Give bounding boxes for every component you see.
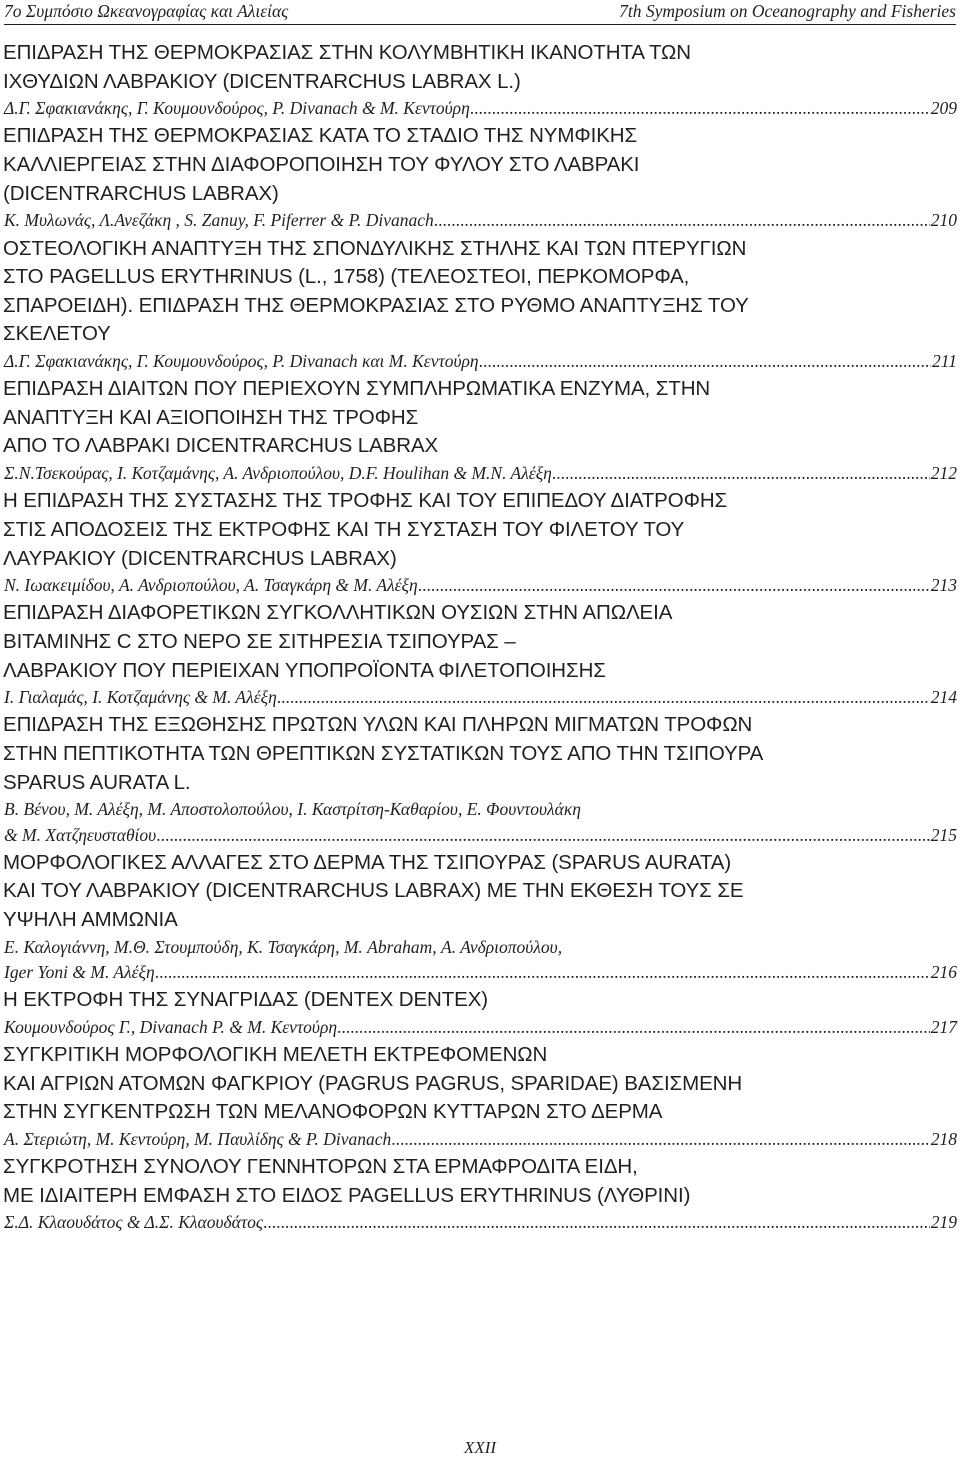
entry-title-line: ΑΠΟ ΤΟ ΛΑΒΡΑΚΙ DICENTRARCHUS LABRAX <box>3 434 439 458</box>
toc-entry <box>3 487 957 598</box>
entry-title-line: SPARUS AURATA L. <box>3 770 191 794</box>
entry-page-number: 212 <box>930 463 957 484</box>
entry-title-line: ΚΑΙ ΑΓΡΙΩΝ ΑΤΟΜΩΝ ΦΑΓΚΡΙΟΥ (PAGRUS PAGRUS, SPARIDAE) ΒΑΣΙΣΜΕΝΗ <box>3 1071 743 1095</box>
entry-title-line: ΟΣΤΕΟΛΟΓΙΚΗ ΑΝΑΠΤΥΞΗ ΤΗΣ ΣΠΟΝΔΥΛΙΚΗΣ ΣΤΗΛΗΣ ΚΑΙ ΤΩΝ ΠΤΕΡΥΓΙΩΝ <box>3 236 747 260</box>
dot-leader <box>479 349 931 374</box>
entry-title-line: ΕΠΙΔΡΑΣΗ ΔΙΑΦΟΡΕΤΙΚΩΝ ΣΥΓΚΟΛΛΗΤΙΚΩΝ ΟΥΣΙΩΝ ΣΤΗΝ ΑΠΩΛΕΙΑ <box>3 601 673 625</box>
dot-leader <box>418 573 930 598</box>
entry-authors: Σ.Δ. Κλαουδάτος & Δ.Σ. Κλαουδάτος <box>4 1212 263 1233</box>
entry-title-line: ΛΑΥΡΑΚΙΟΥ (DICENTRARCHUS LABRAX) <box>3 546 397 570</box>
entry-title-line: ΣΤΟ PAGELLUS ERYTHRINUS (L., 1758) (ΤΕΛΕΟΣΤΕΟΙ, ΠΕΡΚΟΜΟΡΦΑ, <box>3 265 690 289</box>
dot-leader <box>552 461 930 486</box>
entry-title-line: ΥΨΗΛΗ ΑΜΜΩΝΙΑ <box>3 908 178 932</box>
entry-authors: Δ.Γ. Σφακιανάκης, Γ. Κουμουνδούρος, P. Divanach και Μ. Κεντούρη <box>4 350 479 371</box>
entry-authors-line: Ε. Καλογιάννη, Μ.Θ. Στουμπούδη, Κ. Τσαγκάρη, Μ. Abraham, Α. Ανδριοπούλου, <box>4 936 563 957</box>
toc-entry <box>3 849 957 985</box>
entry-authors-row <box>3 1015 957 1040</box>
toc-entry <box>3 599 957 710</box>
entry-title-line: ΑΝΑΠΤΥΞΗ ΚΑΙ ΑΞΙΟΠΟΙΗΣΗ ΤΗΣ ΤΡΟΦΗΣ <box>3 405 419 429</box>
dot-leader <box>434 208 930 233</box>
entry-title-line: ΣΤΗΝ ΣΥΓΚΕΝΤΡΩΣΗ ΤΩΝ ΜΕΛΑΝΟΦΟΡΩΝ ΚΥΤΤΑΡΩΝ ΣΤΟ ΔΕΡΜΑ <box>3 1100 663 1124</box>
entry-title-line: (DICENTRARCHUS LABRAX) <box>3 181 279 205</box>
toc-entry <box>3 122 957 233</box>
entry-title-line: ΕΠΙΔΡΑΣΗ ΔΙΑΙΤΩΝ ΠΟΥ ΠΕΡΙΕΧΟΥΝ ΣΥΜΠΛΗΡΩΜΑΤΙΚΑ ΕΝΖΥΜΑ, ΣΤΗΝ <box>3 377 711 401</box>
entry-authors: & Μ. Χατζηευσταθίου <box>4 824 157 845</box>
entry-authors: Δ.Γ. Σφακιανάκης, Γ. Κουμουνδούρος, P. Divanach & Μ. Κεντούρη <box>4 98 470 119</box>
entry-title-line: ΚΑΙ ΤΟΥ ΛΑΒΡΑΚΙΟΥ (DICENTRARCHUS LABRAX) ΜΕ ΤΗΝ ΕΚΘΕΣΗ ΤΟΥΣ ΣΕ <box>3 879 744 903</box>
entry-page-number: 218 <box>930 1128 957 1149</box>
running-header <box>4 0 956 25</box>
entry-authors-line: Β. Βένου, Μ. Αλέξη, Μ. Αποστολοπούλου, Ι. Καστρίτση-Καθαρίου, Ε. Φουντουλάκη <box>4 799 581 820</box>
entry-page-number: 219 <box>930 1212 957 1233</box>
entry-authors: Iger Yoni & Μ. Αλέξη <box>4 961 155 982</box>
toc-entry <box>3 1153 957 1235</box>
entry-title-line: ΣΚΕΛΕΤΟΥ <box>3 322 111 346</box>
toc-entry <box>3 986 957 1040</box>
dot-leader <box>277 685 930 710</box>
dot-leader <box>156 823 930 848</box>
entry-authors-row <box>3 685 957 710</box>
entry-title-line: ΕΠΙΔΡΑΣΗ ΤΗΣ ΕΞΩΘΗΣΗΣ ΠΡΩΤΩΝ ΥΛΩΝ ΚΑΙ ΠΛΗΡΩΝ ΜΙΓΜΑΤΩΝ ΤΡΟΦΩΝ <box>3 713 753 737</box>
entry-title-line: ΕΠΙΔΡΑΣΗ ΤΗΣ ΘΕΡΜΟΚΡΑΣΙΑΣ ΣΤΗΝ ΚΟΛΥΜΒΗΤΙΚΗ ΙΚΑΝΟΤΗΤΑ ΤΩΝ <box>3 41 691 64</box>
entry-page-number: 209 <box>930 98 957 119</box>
entry-authors: Ν. Ιωακειμίδου, Α. Ανδριοπούλου, Α. Τσαγκάρη & Μ. Αλέξη <box>4 575 418 596</box>
dot-leader <box>337 1015 930 1040</box>
entry-authors-row <box>3 1127 957 1152</box>
dot-leader <box>263 1210 930 1235</box>
entry-title-line: Η ΕΚΤΡΟΦΗ ΤΗΣ ΣΥΝΑΓΡΙΔΑΣ (DENTEX DENTEX) <box>3 988 489 1012</box>
entry-title-line: ΣΤΗΝ ΠΕΠΤΙΚΟΤΗΤΑ ΤΩΝ ΘΡΕΠΤΙΚΩΝ ΣΥΣΤΑΤΙΚΩΝ ΤΟΥΣ ΑΠΟ ΤΗΝ ΤΣΙΠΟΥΡΑ <box>3 742 764 766</box>
entry-page-number: 217 <box>930 1016 957 1037</box>
entry-title-line: ΜΟΡΦΟΛΟΓΙΚΕΣ ΑΛΛΑΓΕΣ ΣΤΟ ΔΕΡΜΑ ΤΗΣ ΤΣΙΠΟΥΡΑΣ (SPARUS AURATA) <box>3 850 732 874</box>
entry-authors: Κουμουνδούρος Γ., Divanach P. & Μ. Κεντούρη <box>4 1016 338 1037</box>
entry-authors-row <box>3 96 957 121</box>
entry-authors-row <box>3 823 957 848</box>
entry-authors-row <box>3 461 957 486</box>
entry-title-line: Η ΕΠΙΔΡΑΣΗ ΤΗΣ ΣΥΣΤΑΣΗΣ ΤΗΣ ΤΡΟΦΗΣ ΚΑΙ ΤΟΥ ΕΠΙΠΕΔΟΥ ΔΙΑΤΡΟΦΗΣ <box>3 489 728 513</box>
entry-page-number: 214 <box>930 687 957 708</box>
entry-title-line: ΜΕ ΙΔΙΑΙΤΕΡΗ ΕΜΦΑΣΗ ΣΤΟ ΕΙΔΟΣ PAGELLUS ERYTHRINUS (ΛΥΘΡΙΝΙ) <box>3 1183 691 1207</box>
entry-title-line: ΙΧΘΥΔΙΩΝ ΛΑΒΡΑΚΙΟΥ (DICENTRARCHUS LABRAX L.) <box>3 69 521 93</box>
toc-entry <box>3 1041 957 1152</box>
entry-authors-row <box>3 573 957 598</box>
entry-title-line: ΣΥΓΚΡΙΤΙΚΗ ΜΟΡΦΟΛΟΓΙΚΗ ΜΕΛΕΤΗ ΕΚΤΡΕΦΟΜΕΝΩΝ <box>3 1043 548 1067</box>
table-of-contents <box>3 39 957 1237</box>
toc-entry <box>3 39 957 121</box>
entry-page-number: 213 <box>930 575 957 596</box>
header-right: 7th Symposium on Oceanography and Fisheries <box>619 1 956 21</box>
entry-authors-row <box>3 208 957 233</box>
entry-authors-row <box>3 960 957 985</box>
header-left: 7ο Συμπόσιο Ωκεανογραφίας και Αλιείας <box>4 1 289 21</box>
page-number-footer: XXII <box>463 1438 497 1457</box>
entry-authors: Ι. Γιαλαμάς, Ι. Κοτζαμάνης & Μ. Αλέξη <box>4 687 277 708</box>
toc-entry <box>3 711 957 847</box>
dot-leader <box>391 1127 930 1152</box>
entry-authors: Κ. Μυλωνάς, Λ.Ανεζάκη , S. Zanuy, F. Piferrer & P. Divanach <box>4 210 434 231</box>
entry-page-number: 210 <box>930 210 957 231</box>
dot-leader <box>470 96 930 121</box>
entry-title-line: ΣΤΙΣ ΑΠΟΔΟΣΕΙΣ ΤΗΣ ΕΚΤΡΟΦΗΣ ΚΑΙ ΤΗ ΣΥΣΤΑΣΗ ΤΟΥ ΦΙΛΕΤΟΥ ΤΟΥ <box>3 517 685 541</box>
entry-title-line: ΒΙΤΑΜΙΝΗΣ C ΣΤΟ ΝΕΡΟ ΣΕ ΣΙΤΗΡΕΣΙΑ ΤΣΙΠΟΥΡΑΣ – <box>3 629 516 653</box>
entry-authors: Σ.Ν.Τσεκούρας, Ι. Κοτζαμάνης, Α. Ανδριοπούλου, D.F. Houlihan & Μ.Ν. Αλέξη <box>4 463 552 484</box>
entry-title-line: ΚΑΛΛΙΕΡΓΕΙΑΣ ΣΤΗΝ ΔΙΑΦΟΡΟΠΟΙΗΣΗ ΤΟΥ ΦΥΛΟΥ ΣΤΟ ΛΑΒΡΑΚΙ <box>3 153 640 177</box>
entry-title-line: ΣΥΓΚΡΟΤΗΣΗ ΣΥΝΟΛΟΥ ΓΕΝΝΗΤΟΡΩΝ ΣΤΑ ΕΡΜΑΦΡΟΔΙΤΑ ΕΙΔΗ, <box>3 1155 638 1179</box>
entry-title-line: ΛΑΒΡΑΚΙΟΥ ΠΟΥ ΠΕΡΙΕΙΧΑΝ ΥΠΟΠΡΟΪΟΝΤΑ ΦΙΛΕΤΟΠΟΙΗΣΗΣ <box>3 658 606 682</box>
entry-authors: Α. Στεριώτη, Μ. Κεντούρη, Μ. Παυλίδης & P. Divanach <box>4 1128 392 1149</box>
entry-title-line: ΣΠΑΡΟΕΙΔΗ). ΕΠΙΔΡΑΣΗ ΤΗΣ ΘΕΡΜΟΚΡΑΣΙΑΣ ΣΤΟ ΡΥΘΜΟ ΑΝΑΠΤΥΞΗΣ ΤΟΥ <box>3 293 749 317</box>
toc-entry <box>3 375 957 486</box>
entry-authors-row <box>3 1210 957 1235</box>
entry-page-number: 216 <box>930 961 957 982</box>
entry-page-number: 215 <box>930 824 957 845</box>
toc-entry <box>3 235 957 375</box>
dot-leader <box>155 960 930 985</box>
entry-title-line: ΕΠΙΔΡΑΣΗ ΤΗΣ ΘΕΡΜΟΚΡΑΣΙΑΣ ΚΑΤΑ ΤΟ ΣΤΑΔΙΟ ΤΗΣ ΝΥΜΦΙΚΗΣ <box>3 124 638 148</box>
entry-authors-row <box>3 349 957 374</box>
entry-page-number: 211 <box>932 350 957 371</box>
